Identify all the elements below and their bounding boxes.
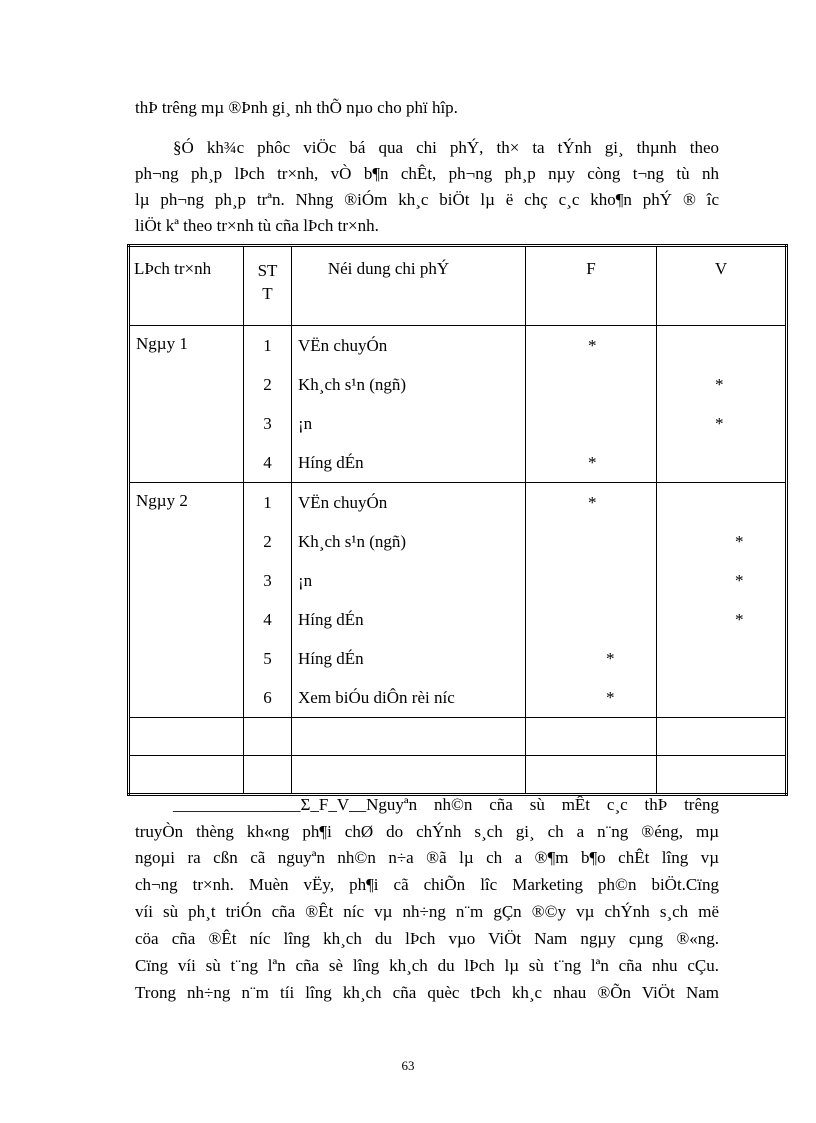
row-f-mark [526,600,657,639]
row-item: Kh¸ch s¹n (ngñ) [292,522,526,561]
row-v-mark [657,639,787,678]
row-item: Kh¸ch s¹n (ngñ) [292,365,526,404]
row-item: Híng dÉn [292,443,526,483]
header-schedule: LÞch tr×nh [129,246,244,326]
row-v-mark: * [657,404,787,443]
row-no: 3 [244,404,292,443]
header-v: V [657,246,787,326]
table-row [129,483,787,523]
row-f-mark [526,365,657,404]
intro-paragraph-line-3: lµ ph¬ng ph¸p trªn. Nhng ®iÓm kh¸c biÖt lµ ë chç c¸c kho¶n phÝ ® îc [135,190,719,209]
body-line-5: cöa cña ®Êt níc lîng kh¸ch du lÞch vµo ViÖt Nam ngµy cµng ®«ng. [135,929,719,948]
row-f-mark: * [526,483,657,523]
row-v-mark [657,326,787,366]
row-f-mark [526,561,657,600]
body-line-7: Trong nh÷ng n¨m tíi lîng kh¸ch cña quèc tÞch kh¸c nhau ®Õn ViÖt Nam [135,983,719,1002]
row-no: 6 [244,678,292,718]
row-no: 2 [244,365,292,404]
body-line-1: truyÒn thèng kh«ng ph¶i chØ do chÝnh s¸ch gi¸ ch a n¨ng ®éng, mµ [135,822,719,841]
row-f-mark: * [526,443,657,483]
row-no: 2 [244,522,292,561]
header-f: F [526,246,657,326]
row-v-mark [657,443,787,483]
row-v-mark: * [657,365,787,404]
intro-line: thÞ trêng mµ ®Þnh gi¸ nh thÕ nµo cho phï hîp. [135,98,458,117]
empty-row [129,756,787,795]
row-v-mark [657,483,787,523]
row-v-mark: * [657,522,787,561]
header-content: Néi dung chi phÝ [292,246,526,326]
row-no: 1 [244,326,292,366]
page-number: 63 [401,1058,415,1073]
row-item: ¡n [292,561,526,600]
row-item: Híng dÉn [292,639,526,678]
row-no: 3 [244,561,292,600]
cost-schedule-table [127,244,788,796]
row-f-mark: * [526,326,657,366]
empty-row [129,718,787,756]
day-2-cell: Ngµy 2 [129,483,244,718]
body-line-6: Cïng víi sù t¨ng lªn cña sè lîng kh¸ch du lÞch lµ sù t¨ng lªn cña nhu cÇu. [135,956,719,975]
row-v-mark [657,678,787,718]
row-f-mark [526,404,657,443]
table-row [129,326,787,366]
row-no: 1 [244,483,292,523]
row-item: ¡n [292,404,526,443]
intro-paragraph-line-4: liÖt kª theo tr×nh tù cña lÞch tr×nh. [135,216,379,235]
row-item: VËn chuyÓn [292,326,526,366]
row-item: VËn chuyÓn [292,483,526,523]
intro-paragraph-line-1: §Ó kh¾c phôc viÖc bá qua chi phÝ, th× ta tÝnh gi¸ thµnh theo [173,138,719,157]
row-no: 5 [244,639,292,678]
body-line-4: víi sù ph¸t triÓn cña ®Êt níc vµ nh÷ng n¨m gÇn ®©y vµ chÝnh s¸ch më [135,902,719,921]
day-1-cell: Ngµy 1 [136,334,188,353]
body-line-2: ngoµi ra cßn cã nguyªn nh©n n÷a ®ã lµ ch a ®¶m b¶o chÊt lîng vµ [135,848,719,867]
row-f-mark [526,522,657,561]
intro-paragraph-line-2: ph¬ng ph¸p lÞch tr×nh, vÒ b¶n chÊt, ph¬ng ph¸p nµy còng t¬ng tù nh [135,164,719,183]
body-line-3: ch¬ng tr×nh. Muèn vËy, ph¶i cã chiÕn lîc Marketing ph©n biÖt.Cïng [135,875,719,894]
row-v-mark: * [657,600,787,639]
formula-line: _______________Σ_F_V__Nguyªn nh©n cña sù mÊt c¸c thÞ trêng [173,795,719,814]
row-f-mark: * [526,678,657,718]
row-no: 4 [244,600,292,639]
row-v-mark: * [657,561,787,600]
row-f-mark: * [526,639,657,678]
header-no: ST T [244,246,292,326]
table-header-row [129,246,787,326]
row-item: Híng dÉn [292,600,526,639]
row-no: 4 [244,443,292,483]
row-item: Xem biÓu diÔn rèi níc [292,678,526,718]
